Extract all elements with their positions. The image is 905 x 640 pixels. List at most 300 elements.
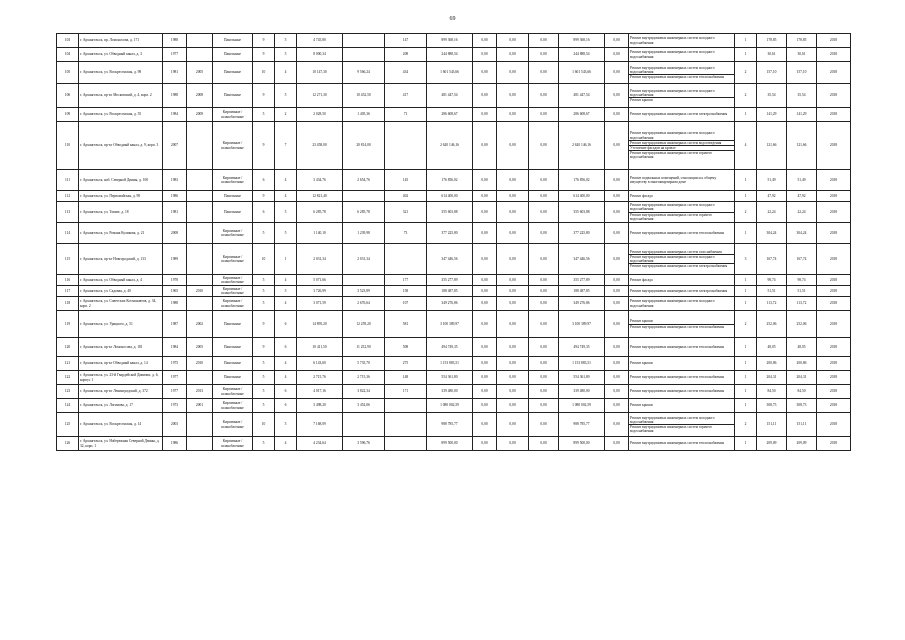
cell-year-built: 1977 — [163, 48, 187, 62]
cell-living-area — [343, 34, 385, 48]
cell-plan-year: 2018 — [817, 48, 851, 62]
cell-living-area — [343, 48, 385, 62]
cell-residents: 107 — [385, 297, 427, 311]
cell-residents: 158 — [385, 286, 427, 297]
cell-entrances: 4 — [275, 437, 297, 451]
cell-wall-material: Кирпичные / шлакоблочные — [213, 244, 253, 275]
cell-address: г. Архангельск, ул. Воскресенская, д. 55 — [79, 108, 163, 122]
cell-works-count: 2 — [735, 62, 757, 84]
cell-residents: 171 — [385, 385, 427, 399]
cell-floors: 10 — [253, 244, 275, 275]
table-row — [57, 297, 851, 311]
cell-cost-regional: 0,00 — [497, 413, 529, 437]
cell-works-list — [629, 108, 735, 122]
cell-cost-other: 0,00 — [605, 170, 629, 191]
cell-plan-year: 2018 — [817, 62, 851, 84]
cell-plan-year: 2018 — [817, 357, 851, 371]
cell-cost-other: 0,00 — [605, 286, 629, 297]
cell-floors: 9 — [253, 338, 275, 357]
cell-cost-federal: 0,00 — [473, 286, 497, 297]
cell-total-area: 10 147,30 — [297, 62, 343, 84]
cell-works-count: 1 — [735, 437, 757, 451]
cell-cost-regional: 0,00 — [497, 371, 529, 385]
cell-total-area: 3 726,99 — [297, 286, 343, 297]
cell-plan-year: 2018 — [817, 437, 851, 451]
cell-cost-federal: 0,00 — [473, 122, 497, 170]
cell-cost-federal: 0,00 — [473, 202, 497, 223]
cell-residents: 73 — [385, 223, 427, 244]
cell-works-count: 2 — [735, 413, 757, 437]
cell-entrances: 5 — [275, 413, 297, 437]
cell-total-cost: 244 888,54 — [427, 48, 473, 62]
cell-unit-cost: 252,06 — [757, 311, 787, 338]
cell-works-count: 1 — [735, 286, 757, 297]
cell-wall-material: Панельные — [213, 371, 253, 385]
cell-residents — [385, 399, 427, 413]
cell-floors: 5 — [253, 297, 275, 311]
cell-floors: 9 — [253, 84, 275, 108]
cell-floors: 5 — [253, 371, 275, 385]
cell-residents: 581 — [385, 311, 427, 338]
cell-total-cost: 988 785,77 — [427, 413, 473, 437]
cell-living-area: 3 523,89 — [343, 286, 385, 297]
cell-cost-regional: 0,00 — [497, 223, 529, 244]
cell-row-number: 114 — [57, 223, 79, 244]
table-row — [57, 202, 851, 223]
cell-cost-owners: 286 608,67 — [559, 108, 605, 122]
cell-year-built: 1988 — [163, 297, 187, 311]
cell-cost-federal: 0,00 — [473, 170, 497, 191]
cell-wall-material: Кирпичные / шлакоблочные — [213, 286, 253, 297]
cell-cost-municipal: 0,00 — [529, 297, 559, 311]
cell-unit-cost: 178,85 — [757, 34, 787, 48]
cell-unit-cost-limit: 252,06 — [787, 311, 817, 338]
cell-unit-cost: 22,24 — [757, 202, 787, 223]
cell-row-number: 113 — [57, 202, 79, 223]
cell-cost-owners: 347 446,56 — [559, 244, 605, 275]
cell-cost-federal: 0,00 — [473, 311, 497, 338]
cell-unit-cost: 200,86 — [757, 357, 787, 371]
work-item: Ремонт внутридомовых инженерных систем холодного водоснабжения — [629, 254, 734, 263]
cell-works-count: 1 — [735, 371, 757, 385]
table-body — [57, 34, 851, 451]
cell-total-area: 1 140,10 — [297, 223, 343, 244]
cell-address: г. Архангельск, ул. Садовая, д. 40 — [79, 286, 163, 297]
cell-address: г. Архангельск, ул. Урицкого, д. 51 — [79, 311, 163, 338]
cell-year-renovated: 2013 — [187, 385, 213, 399]
cell-works-list — [629, 275, 735, 286]
table-row — [57, 34, 851, 48]
cell-address: г. Архангельск, ул. Первомайская, д. 98 — [79, 191, 163, 202]
cell-works-list — [629, 122, 735, 170]
cell-wall-material: Кирпичные / шлакоблочные — [213, 108, 253, 122]
cell-year-renovated — [187, 170, 213, 191]
cell-row-number: 117 — [57, 286, 79, 297]
cell-year-built: 1988 — [163, 84, 187, 108]
cell-year-built: 1988 — [163, 34, 187, 48]
cell-plan-year: 2018 — [817, 108, 851, 122]
cell-cost-other: 0,00 — [605, 202, 629, 223]
cell-cost-other: 0,00 — [605, 191, 629, 202]
work-item: Ремонт внутридомовых инженерных систем холодного водоснабжения — [630, 131, 715, 140]
cell-works-count: 1 — [735, 275, 757, 286]
cell-cost-federal: 0,00 — [473, 357, 497, 371]
cell-floors: 9 — [253, 34, 275, 48]
table-row — [57, 108, 851, 122]
cell-total-cost: 349 276,86 — [427, 297, 473, 311]
cell-row-number: 116 — [57, 275, 79, 286]
cell-row-number: 111 — [57, 170, 79, 191]
cell-address: г. Архангельск, наб. Северной Двины, д. 100 — [79, 170, 163, 191]
cell-floors: 5 — [253, 437, 275, 451]
cell-cost-regional: 0,00 — [497, 357, 529, 371]
cell-address: г. Архангельск, ул. Логинова, д. 17 — [79, 399, 163, 413]
cell-works-list — [629, 357, 735, 371]
cell-works-list — [629, 385, 735, 399]
cell-cost-regional: 0,00 — [497, 311, 529, 338]
cell-wall-material: Панельные — [213, 191, 253, 202]
cell-year-renovated: 2008 — [187, 84, 213, 108]
cell-cost-other: 0,00 — [605, 371, 629, 385]
cell-year-renovated — [187, 202, 213, 223]
cell-cost-other: 0,00 — [605, 34, 629, 48]
cell-year-renovated — [187, 34, 213, 48]
work-item: Ремонт крыши — [630, 361, 653, 366]
cell-total-cost: 899 500,00 — [427, 437, 473, 451]
cell-works-list — [629, 437, 735, 451]
cell-entrances: 4 — [275, 170, 297, 191]
cell-address: г. Архангельск, ул. Обводный канал, д. 3 — [79, 48, 163, 62]
cell-entrances: 6 — [275, 338, 297, 357]
cell-cost-federal: 0,00 — [473, 244, 497, 275]
cell-cost-owners: 377 225,80 — [559, 223, 605, 244]
cell-cost-municipal: 0,00 — [529, 286, 559, 297]
cell-unit-cost-limit: 98,74 — [787, 275, 817, 286]
cell-year-built: 1981 — [163, 202, 187, 223]
cell-cost-regional: 0,00 — [497, 84, 529, 108]
table-row — [57, 122, 851, 170]
cell-total-cost: 347 446,56 — [427, 244, 473, 275]
cell-living-area: 20 814,00 — [343, 122, 385, 170]
cell-address: г. Архангельск, пр-кт Обводный канал, д. 9, корп. 3 — [79, 122, 163, 170]
table-row — [57, 399, 851, 413]
cell-year-built: 1984 — [163, 108, 187, 122]
cell-cost-federal: 0,00 — [473, 371, 497, 385]
cell-cost-federal: 0,00 — [473, 275, 497, 286]
cell-plan-year: 2018 — [817, 385, 851, 399]
cell-unit-cost-limit: 48,05 — [787, 338, 817, 357]
cell-total-cost: 339 480,00 — [427, 385, 473, 399]
cell-plan-year: 2018 — [817, 311, 851, 338]
cell-entrances: 5 — [275, 84, 297, 108]
cell-residents: 417 — [385, 84, 427, 108]
cell-row-number: 122 — [57, 371, 79, 385]
cell-works-list — [629, 48, 735, 62]
cell-works-count: 1 — [735, 170, 757, 191]
cell-works-count: 1 — [735, 48, 757, 62]
cell-floors: 5 — [253, 385, 275, 399]
cell-unit-cost-limit: 84,50 — [787, 385, 817, 399]
cell-year-built: 1983 — [163, 170, 187, 191]
cell-total-cost: 2 620 146,16 — [427, 122, 473, 170]
cell-entrances: 5 — [275, 286, 297, 297]
cell-residents: 402 — [385, 191, 427, 202]
cell-plan-year: 2018 — [817, 122, 851, 170]
cell-entrances: 5 — [275, 34, 297, 48]
cell-total-cost: 3 100 389,97 — [427, 311, 473, 338]
cell-floors: 6 — [253, 170, 275, 191]
cell-wall-material: Кирпичные / шлакоблочные — [213, 170, 253, 191]
cell-year-renovated: 2010 — [187, 286, 213, 297]
cell-living-area: 3 452,06 — [343, 399, 385, 413]
capital-repair-table — [56, 33, 851, 451]
cell-plan-year: 2018 — [817, 170, 851, 191]
work-item: Ремонт внутридомовых инженерных систем электроснабжения — [630, 112, 728, 117]
cell-total-area: 8 000,34 — [297, 48, 343, 62]
cell-unit-cost-limit: 141,29 — [787, 108, 817, 122]
cell-plan-year: 2018 — [817, 371, 851, 385]
cell-year-renovated — [187, 48, 213, 62]
cell-cost-regional: 0,00 — [497, 385, 529, 399]
cell-unit-cost-limit: 167,74 — [787, 244, 817, 275]
cell-plan-year: 2018 — [817, 399, 851, 413]
cell-cost-other: 0,00 — [605, 244, 629, 275]
work-item: Ремонт внутридомовых инженерных систем теплоснабжения — [629, 324, 734, 329]
cell-entrances: 4 — [275, 62, 297, 84]
cell-total-cost: 481 447,54 — [427, 84, 473, 108]
cell-cost-municipal: 0,00 — [529, 122, 559, 170]
table-row — [57, 413, 851, 437]
cell-unit-cost-limit: 157,10 — [787, 62, 817, 84]
cell-living-area: 2 676,64 — [343, 297, 385, 311]
cell-floors: 5 — [253, 108, 275, 122]
cell-year-built: 2007 — [163, 122, 187, 170]
cell-unit-cost: 98,74 — [757, 275, 787, 286]
cell-total-area: 3 434,76 — [297, 170, 343, 191]
cell-total-cost: 355 603,88 — [427, 202, 473, 223]
table-row — [57, 244, 851, 275]
cell-residents: 508 — [385, 338, 427, 357]
cell-wall-material: Кирпичные / шлакоблочные — [213, 297, 253, 311]
work-item: Ремонт внутридомовых инженерных систем электроснабжения — [630, 288, 728, 293]
cell-living-area: 11 252,90 — [343, 338, 385, 357]
cell-total-cost: 554 361,80 — [427, 371, 473, 385]
cell-works-count: 2 — [735, 311, 757, 338]
cell-cost-municipal: 0,00 — [529, 108, 559, 122]
work-item: Утепление фасадов на кровле — [629, 145, 734, 150]
cell-row-number: 104 — [57, 48, 79, 62]
cell-unit-cost-limit: 30,61 — [787, 48, 817, 62]
cell-works-list — [629, 371, 735, 385]
cell-works-count: 1 — [735, 34, 757, 48]
cell-works-count: 1 — [735, 399, 757, 413]
cell-living-area: 6 285,78 — [343, 202, 385, 223]
cell-entrances: 6 — [275, 311, 297, 338]
cell-address: г. Архангельск, ул. Тимме, д. 18 — [79, 202, 163, 223]
cell-wall-material: Панельные — [213, 48, 253, 62]
cell-address: г. Архангельск, пр-кт Ленинградский, д. 372 — [79, 385, 163, 399]
cell-total-cost: 1 601 543,66 — [427, 62, 473, 84]
cell-year-renovated: 2005 — [187, 62, 213, 84]
cell-plan-year: 2018 — [817, 191, 851, 202]
cell-row-number: 115 — [57, 244, 79, 275]
cell-cost-regional: 0,00 — [497, 275, 529, 286]
work-item: Ремонт внутридомовых инженерных систем горячего водоснабжения — [629, 424, 734, 433]
cell-cost-municipal: 0,00 — [529, 202, 559, 223]
cell-unit-cost-limit: 35,54 — [787, 84, 817, 108]
cell-cost-other: 0,00 — [605, 84, 629, 108]
cell-works-list — [629, 311, 735, 338]
cell-residents: 71 — [385, 108, 427, 122]
work-item: Ремонт внутридомовых инженерных систем электроснабжения — [629, 263, 734, 268]
cell-plan-year: 2018 — [817, 34, 851, 48]
work-item: Ремонт внутридомовых инженерных систем горячего водоснабжения — [629, 212, 734, 221]
work-item: Ремонт крыши — [630, 403, 653, 408]
cell-entrances: 1 — [275, 244, 297, 275]
cell-row-number: 109 — [57, 108, 79, 122]
cell-works-count: 1 — [735, 385, 757, 399]
cell-cost-other: 0,00 — [605, 62, 629, 84]
cell-works-list — [629, 399, 735, 413]
cell-unit-cost-limit: 51,49 — [787, 170, 817, 191]
cell-unit-cost: 121,66 — [757, 122, 787, 170]
cell-cost-municipal: 0,00 — [529, 311, 559, 338]
cell-cost-federal: 0,00 — [473, 437, 497, 451]
cell-total-cost: 355 277,89 — [427, 275, 473, 286]
cell-works-list — [629, 286, 735, 297]
cell-living-area: 3 596,76 — [343, 437, 385, 451]
cell-works-list — [629, 202, 735, 223]
cell-residents: 208 — [385, 48, 427, 62]
cell-unit-cost-limit: 151,11 — [787, 413, 817, 437]
cell-cost-regional: 0,00 — [497, 34, 529, 48]
cell-cost-municipal: 0,00 — [529, 371, 559, 385]
table-row — [57, 437, 851, 451]
cell-works-count: 1 — [735, 108, 757, 122]
cell-address: г. Архангельск, ул. Набережная Северной Двины, д. 32, корп. 1 — [79, 437, 163, 451]
cell-year-built: 1975 — [163, 357, 187, 371]
cell-floors: 10 — [253, 62, 275, 84]
cell-year-built: 1986 — [163, 437, 187, 451]
cell-year-built: 2008 — [163, 223, 187, 244]
cell-plan-year: 2018 — [817, 413, 851, 437]
cell-total-cost: 1 080 002,59 — [427, 399, 473, 413]
cell-living-area: 10 452,50 — [343, 84, 385, 108]
cell-cost-owners: 899 500,00 — [559, 437, 605, 451]
cell-row-number: 125 — [57, 413, 79, 437]
cell-cost-other: 0,00 — [605, 338, 629, 357]
cell-works-count: 1 — [735, 357, 757, 371]
cell-unit-cost: 204,31 — [757, 371, 787, 385]
cell-plan-year: 2018 — [817, 223, 851, 244]
cell-address: г. Архангельск, ул. Обводный канал, д. 4 — [79, 275, 163, 286]
work-item: Ремонт фасада — [630, 193, 653, 198]
cell-row-number: 126 — [57, 437, 79, 451]
cell-cost-owners: 2 620 146,16 — [559, 122, 605, 170]
cell-works-list — [629, 170, 735, 191]
cell-address: г. Архангельск, ул. Романа Куликова, д. 21 — [79, 223, 163, 244]
work-item: Ремонт внутридомовых инженерных систем холодного водоснабжения — [630, 50, 715, 59]
cell-plan-year: 2018 — [817, 297, 851, 311]
cell-total-area: 6 143,60 — [297, 357, 343, 371]
cell-total-area: 3 498,20 — [297, 399, 343, 413]
cell-unit-cost: 167,74 — [757, 244, 787, 275]
cell-year-built: 1989 — [163, 244, 187, 275]
cell-plan-year: 2018 — [817, 286, 851, 297]
cell-living-area: 2 715,36 — [343, 371, 385, 385]
cell-residents: 145 — [385, 170, 427, 191]
cell-total-area: 10 411,50 — [297, 338, 343, 357]
cell-year-built: 1981 — [163, 62, 187, 84]
cell-year-built: 2003 — [163, 413, 187, 437]
cell-wall-material: Кирпичные / шлакоблочные — [213, 437, 253, 451]
cell-year-renovated — [187, 275, 213, 286]
cell-year-built: 1978 — [163, 275, 187, 286]
cell-plan-year: 2018 — [817, 338, 851, 357]
cell-year-built: 1977 — [163, 385, 187, 399]
table-row — [57, 170, 851, 191]
cell-cost-owners: 1 153 883,51 — [559, 357, 605, 371]
cell-row-number: 105 — [57, 62, 79, 84]
cell-entrances: 4 — [275, 297, 297, 311]
cell-cost-federal: 0,00 — [473, 62, 497, 84]
table-row — [57, 48, 851, 62]
cell-residents: 275 — [385, 357, 427, 371]
cell-cost-other: 0,00 — [605, 399, 629, 413]
cell-cost-owners: 244 888,54 — [559, 48, 605, 62]
cell-year-renovated: 2002 — [187, 311, 213, 338]
cell-wall-material: Панельные — [213, 34, 253, 48]
cell-cost-owners: 355 277,89 — [559, 275, 605, 286]
work-item: Ремонт внутридомовых инженерных систем холодного водоснабжения — [630, 299, 715, 308]
cell-unit-cost: 308,73 — [757, 399, 787, 413]
cell-works-list — [629, 191, 735, 202]
cell-row-number: 118 — [57, 297, 79, 311]
cell-cost-municipal: 0,00 — [529, 84, 559, 108]
cell-wall-material: Панельные — [213, 84, 253, 108]
cell-cost-other: 0,00 — [605, 385, 629, 399]
cell-wall-material: Панельные — [213, 357, 253, 371]
cell-cost-municipal: 0,00 — [529, 170, 559, 191]
cell-works-count: 1 — [735, 338, 757, 357]
cell-cost-federal: 0,00 — [473, 399, 497, 413]
cell-row-number: 120 — [57, 338, 79, 357]
cell-unit-cost: 84,50 — [757, 385, 787, 399]
cell-cost-owners: 481 447,54 — [559, 84, 605, 108]
cell-address: г. Архангельск, пр-кт Московский, д. 4, корп. 2 — [79, 84, 163, 108]
cell-cost-owners: 355 603,88 — [559, 202, 605, 223]
cell-wall-material: Кирпичные / шлакоблочные — [213, 122, 253, 170]
cell-total-area: 6 285,78 — [297, 202, 343, 223]
cell-unit-cost: 48,05 — [757, 338, 787, 357]
cell-entrances: 6 — [275, 385, 297, 399]
work-item: Ремонт внутридомовых инженерных систем холодного водоснабжения — [630, 415, 715, 424]
cell-works-count: 2 — [735, 84, 757, 108]
cell-unit-cost-limit: 308,73 — [787, 399, 817, 413]
cell-unit-cost: 209,09 — [757, 437, 787, 451]
cell-unit-cost: 151,11 — [757, 413, 787, 437]
cell-wall-material: Панельные — [213, 338, 253, 357]
cell-unit-cost: 51,51 — [757, 286, 787, 297]
cell-floors: 5 — [253, 286, 275, 297]
cell-year-built: 1984 — [163, 338, 187, 357]
cell-address: г. Архангельск, пр-кт Ломоносова, д. 181 — [79, 338, 163, 357]
cell-entrances: 4 — [275, 191, 297, 202]
cell-residents: 321 — [385, 202, 427, 223]
cell-living-area: 1 239,98 — [343, 223, 385, 244]
work-item: Ремонт внутридомовых инженерных систем водоотведения — [629, 140, 734, 145]
cell-floors: 9 — [253, 311, 275, 338]
